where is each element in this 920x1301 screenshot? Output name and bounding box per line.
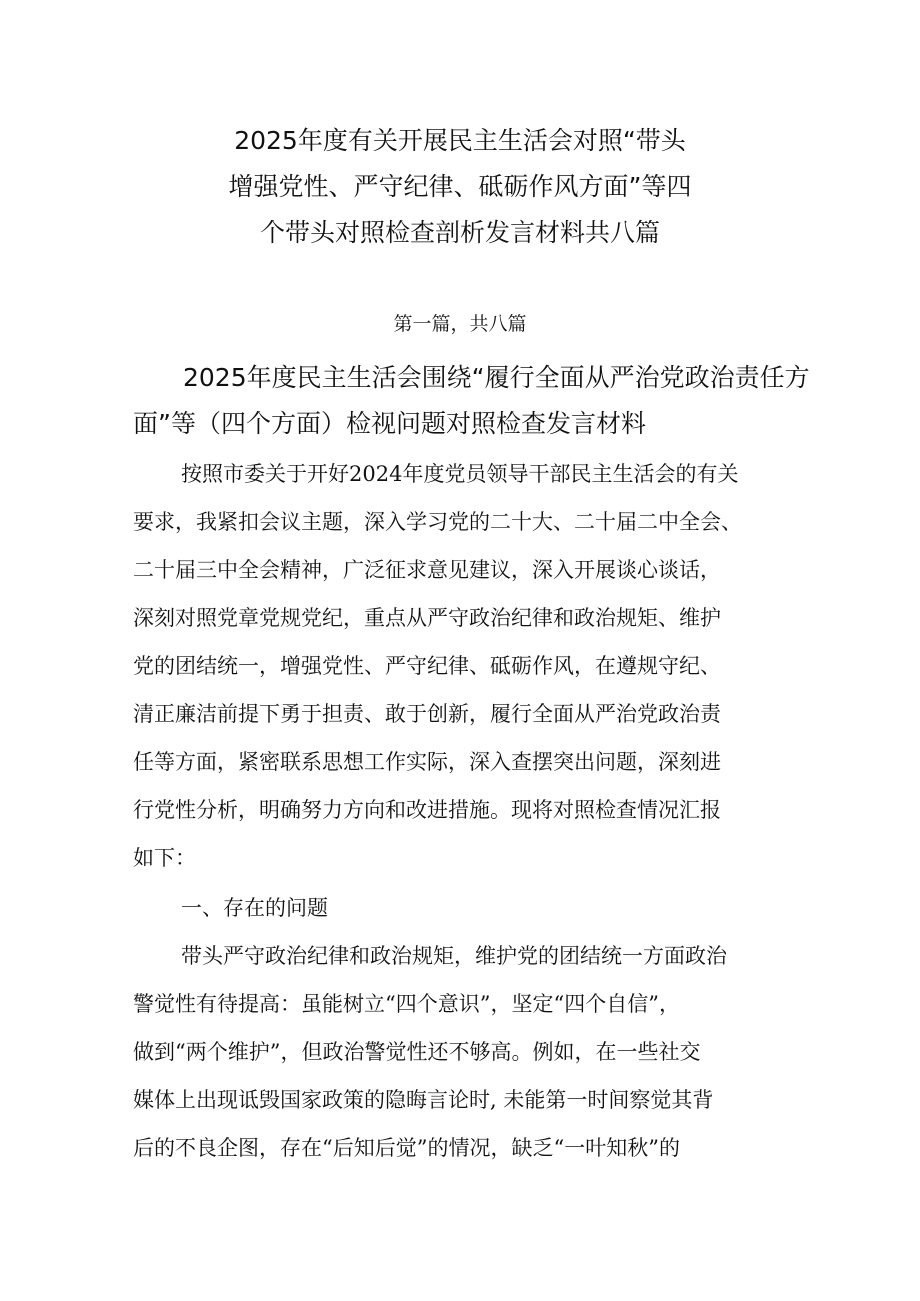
paragraph-line: 后的不良企图，存在“后知后觉”的情况，缺乏“一叶知秋”的 — [133, 1136, 680, 1160]
paragraph-line: 深刻对照党章党规党纪，重点从严守政治纪律和政治规矩、维护 — [133, 606, 721, 630]
title-line: 个带头对照检查剖析发言材料共八篇 — [259, 218, 660, 247]
paragraph-line: 媒体上出现诋毁国家政策的隐晦言论时, 未能第一时间察觉其背 — [133, 1088, 714, 1112]
paragraph-line: 党的团结统一，增强党性、严守纪律、砥砺作风，在遵规守纪、 — [133, 654, 721, 678]
section-title-line: 面”等（四个方面）检视问题对照检查发言材料 — [133, 409, 646, 438]
paragraph-line: 如下： — [133, 846, 196, 870]
paragraph-line: 按照市委关于开好2024年度党员领导干部民主生活会的有关 — [181, 462, 739, 486]
problems-paragraph — [133, 932, 793, 1172]
paragraph-line: 任等方面，紧密联系思想工作实际，深入查摆突出问题，深刻进 — [133, 750, 721, 774]
paragraph-line: 带头严守政治纪律和政治规矩，维护党的团结统一方面政治 — [181, 944, 727, 968]
paragraph-line: 要求，我紧扣会议主题，深入学习党的二十大、二十届二中全会、 — [133, 510, 742, 534]
paragraph-line: 警觉性有待提高：虽能树立“四个意识”，坚定“四个自信”， — [133, 992, 680, 1016]
paragraph-line: 行党性分析，明确努力方向和改进措施。现将对照检查情况汇报 — [133, 798, 721, 822]
part-label: 第一篇，共八篇 — [393, 313, 527, 335]
heading-line: 一、存在的问题 — [181, 896, 328, 920]
paragraph-line: 清正廉洁前提下勇于担责、敢于创新，履行全面从严治党政治责 — [133, 702, 721, 726]
title-line: 增强党性、严守纪律、砥砺作风方面”等四 — [228, 172, 692, 201]
document-title — [150, 118, 770, 256]
paragraph-line: 做到“两个维护”，但政治警觉性还不够高。例如，在一些社交 — [133, 1040, 701, 1064]
intro-paragraph — [133, 450, 793, 882]
title-line: 2025年度有关开展民主生活会对照“带头 — [234, 126, 686, 155]
section-title — [133, 355, 810, 447]
section-heading — [133, 884, 793, 932]
paragraph-line: 二十届三中全会精神，广泛征求意见建议，深入开展谈心谈话， — [133, 558, 721, 582]
section-title-line: 2025年度民主生活会围绕“履行全面从严治党政治责任方 — [183, 363, 810, 392]
